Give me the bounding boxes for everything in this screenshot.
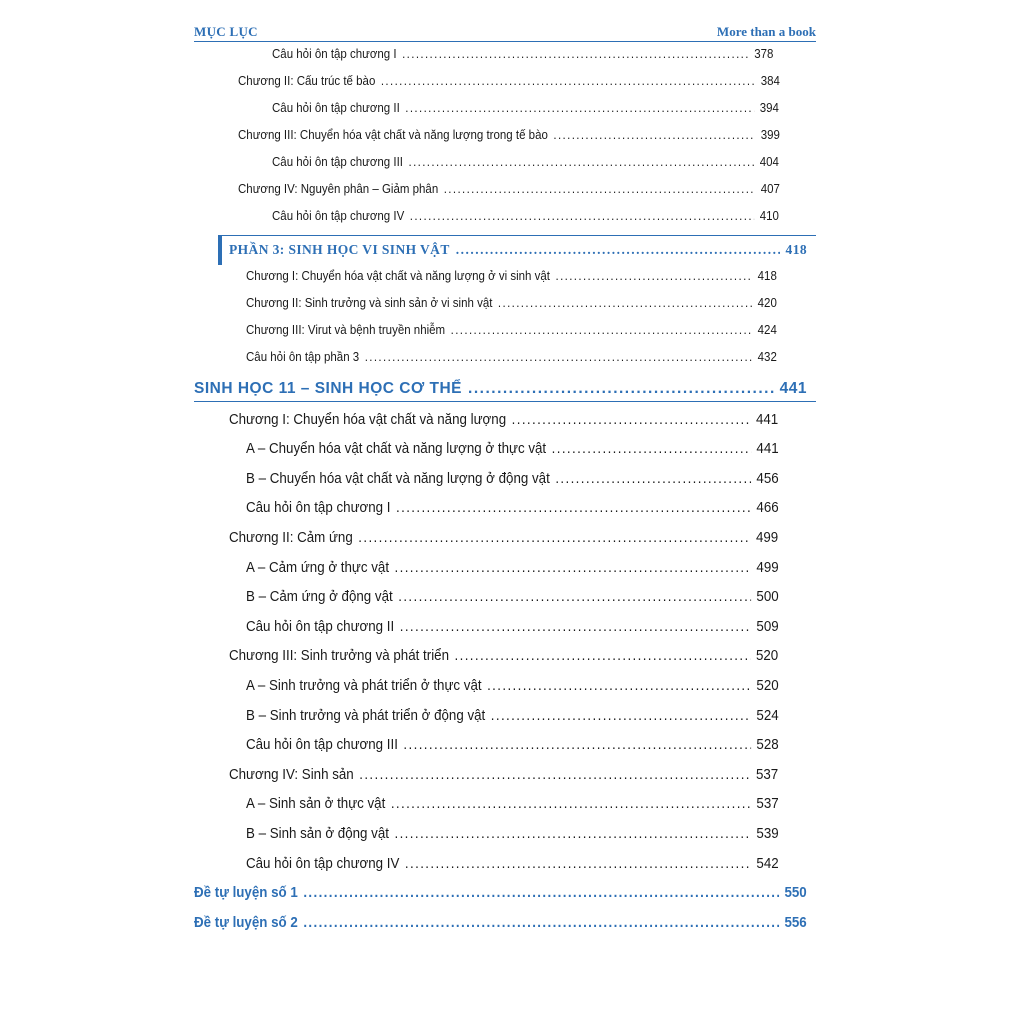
toc-entry-page: 404	[759, 155, 779, 169]
leader-dots	[365, 350, 752, 364]
toc-entry-page: 424	[757, 323, 777, 337]
leader-dots	[512, 412, 751, 428]
toc-entry[interactable]	[246, 737, 779, 753]
toc-entry-page: 539	[756, 826, 779, 842]
leader-dots	[456, 242, 780, 258]
toc-entry[interactable]	[246, 500, 779, 516]
toc-entry-title: A – Chuyển hóa vật chất và năng lượng ở thực vật	[246, 441, 547, 457]
toc-entry[interactable]	[246, 826, 779, 842]
toc-entry-page: 399	[760, 128, 780, 142]
toc-entry-title: A – Sinh sản ở thực vật	[246, 796, 386, 812]
toc-practice-entry[interactable]	[194, 885, 807, 901]
leader-dots	[403, 737, 750, 753]
toc-entry-page: 394	[759, 101, 779, 115]
toc-entry[interactable]	[246, 708, 779, 724]
toc-entry[interactable]	[229, 412, 778, 428]
leader-dots	[468, 380, 774, 398]
toc-entry-page: 520	[755, 648, 779, 664]
leader-dots	[391, 796, 751, 812]
toc-entry[interactable]	[246, 269, 777, 283]
toc-entry-page: 528	[756, 737, 779, 753]
toc-entry[interactable]	[246, 619, 779, 635]
leader-dots	[381, 74, 755, 88]
leader-dots	[395, 826, 751, 842]
leader-dots	[408, 155, 754, 169]
leader-dots	[400, 619, 751, 635]
toc-entry-title: PHẦN 3: SINH HỌC VI SINH VẬT	[229, 242, 450, 257]
toc-entry[interactable]	[272, 209, 779, 223]
toc-entry-page: 499	[756, 560, 779, 576]
toc-entry-page: 418	[757, 269, 777, 283]
header-rule	[194, 41, 816, 42]
toc-entry-title: Câu hỏi ôn tập chương II	[272, 101, 400, 115]
leader-dots	[396, 500, 751, 516]
header-tagline: More than a book	[716, 24, 816, 39]
toc-entry-page: 524	[756, 708, 779, 724]
toc-entry-page: 509	[756, 619, 779, 635]
leader-dots	[498, 296, 752, 310]
leader-dots	[398, 589, 751, 605]
toc-entry-title: Chương III: Chuyển hóa vật chất và năng lượng trong tế bào	[238, 128, 548, 142]
leader-dots	[444, 182, 755, 196]
toc-entry-page: 420	[757, 296, 777, 310]
toc-entry-page: 410	[759, 209, 779, 223]
toc-entry-page: 378	[754, 47, 774, 61]
toc-entry-page: 466	[756, 500, 779, 516]
toc-entry[interactable]	[246, 350, 777, 364]
toc-entry-title: Câu hỏi ôn tập chương III	[246, 737, 398, 753]
toc-entry-title: A – Sinh trưởng và phát triển ở thực vật	[246, 678, 482, 694]
toc-entry[interactable]	[246, 296, 777, 310]
leader-dots	[487, 678, 751, 694]
leader-dots	[405, 856, 751, 872]
part-rule	[222, 235, 816, 236]
toc-entry-page: 432	[757, 350, 777, 364]
toc-entry-title: Chương IV: Nguyên phân – Giảm phân	[238, 182, 439, 196]
toc-entry-page: 441	[755, 412, 779, 428]
toc-entry-title: Đề tự luyện số 1	[194, 885, 298, 901]
toc-entry[interactable]	[246, 441, 779, 457]
toc-entry[interactable]	[246, 560, 779, 576]
leader-dots	[405, 101, 754, 115]
toc-entry-title: Câu hỏi ôn tập chương II	[246, 619, 395, 635]
toc-entry-title: Câu hỏi ôn tập chương III	[272, 155, 403, 169]
leader-dots	[555, 269, 752, 283]
toc-entry-title: Câu hỏi ôn tập chương I	[272, 47, 397, 61]
toc-entry-title: Đề tự luyện số 2	[194, 915, 298, 931]
toc-part-heading[interactable]	[229, 242, 807, 258]
toc-entry-title: Câu hỏi ôn tập chương I	[246, 500, 391, 516]
toc-entry-title: Chương III: Virut và bệnh truyền nhiễm	[246, 323, 446, 337]
leader-dots	[410, 209, 754, 223]
toc-entry[interactable]	[229, 530, 778, 546]
toc-entry-title: B – Sinh trưởng và phát triển ở động vật	[246, 708, 486, 724]
toc-practice-entry[interactable]	[194, 915, 807, 931]
toc-entry[interactable]	[238, 182, 780, 196]
toc-entry-page: 499	[755, 530, 779, 546]
leader-dots	[358, 530, 750, 546]
toc-entry-title: Chương III: Sinh trưởng và phát triển	[229, 648, 450, 664]
leader-dots	[451, 323, 752, 337]
toc-entry[interactable]	[246, 856, 779, 872]
toc-entry-page: 537	[756, 796, 779, 812]
toc-entry-title: Câu hỏi ôn tập phần 3	[246, 350, 360, 364]
leader-dots	[553, 128, 755, 142]
toc-entry[interactable]	[246, 471, 779, 487]
leader-dots	[359, 767, 750, 783]
toc-entry-page: 418	[785, 242, 807, 257]
toc-entry-title: SINH HỌC 11 – SINH HỌC CƠ THỂ	[194, 380, 463, 397]
toc-entry-page: 520	[756, 678, 779, 694]
toc-entry-title: Chương I: Chuyển hóa vật chất và năng lượng	[229, 412, 507, 428]
toc-entry[interactable]	[246, 589, 779, 605]
toc-entry-title: Chương II: Cảm ứng	[229, 530, 353, 546]
toc-entry[interactable]	[246, 678, 779, 694]
toc-entry-page: 550	[784, 885, 807, 901]
toc-entry-title: B – Chuyển hóa vật chất và năng lượng ở động vật	[246, 471, 550, 487]
toc-entry-page: 407	[760, 182, 780, 196]
toc-entry-page: 384	[760, 74, 780, 88]
toc-entry-title: Chương IV: Sinh sản	[229, 767, 354, 783]
page-header	[194, 22, 816, 44]
toc-entry[interactable]	[246, 323, 777, 337]
leader-dots	[303, 915, 779, 931]
toc-entry-title: Câu hỏi ôn tập chương IV	[272, 209, 405, 223]
toc-entry-page: 456	[756, 471, 779, 487]
leader-dots	[395, 560, 751, 576]
section-rule	[194, 401, 816, 402]
toc-entry[interactable]	[272, 101, 779, 115]
toc-entry-title: Chương II: Cấu trúc tế bào	[238, 74, 376, 88]
toc-entry-page: 556	[784, 915, 807, 931]
toc-entry-title: A – Cảm ứng ở thực vật	[246, 560, 390, 576]
toc-entry-page: 537	[755, 767, 779, 783]
toc-entry-page: 441	[779, 380, 807, 397]
toc-entry-page: 542	[756, 856, 779, 872]
toc-entry-title: B – Sinh sản ở động vật	[246, 826, 389, 842]
toc-entry[interactable]	[229, 767, 778, 783]
toc-entry-title: Chương II: Sinh trưởng và sinh sản ở vi sinh vật	[246, 296, 493, 310]
toc-entry-page: 500	[756, 589, 779, 605]
part-marker-bar	[218, 235, 222, 265]
leader-dots	[402, 47, 749, 61]
header-title: MỤC LỤC	[194, 24, 258, 39]
toc-entry-title: Chương I: Chuyển hóa vật chất và năng lượng ở vi sinh vật	[246, 269, 550, 283]
leader-dots	[555, 471, 751, 487]
toc-entry-title: Câu hỏi ôn tập chương IV	[246, 856, 400, 872]
leader-dots	[552, 441, 751, 457]
toc-entry-title: B – Cảm ứng ở động vật	[246, 589, 393, 605]
toc-entry[interactable]	[229, 648, 778, 664]
leader-dots	[455, 648, 751, 664]
toc-entry-page: 441	[756, 441, 779, 457]
toc-entry[interactable]	[238, 128, 780, 142]
toc-entry[interactable]	[246, 796, 779, 812]
toc-entry[interactable]	[272, 155, 779, 169]
toc-section-heading[interactable]	[194, 380, 807, 398]
toc-entry[interactable]	[238, 74, 780, 88]
toc-entry[interactable]	[272, 47, 773, 61]
leader-dots	[303, 885, 779, 901]
leader-dots	[491, 708, 751, 724]
